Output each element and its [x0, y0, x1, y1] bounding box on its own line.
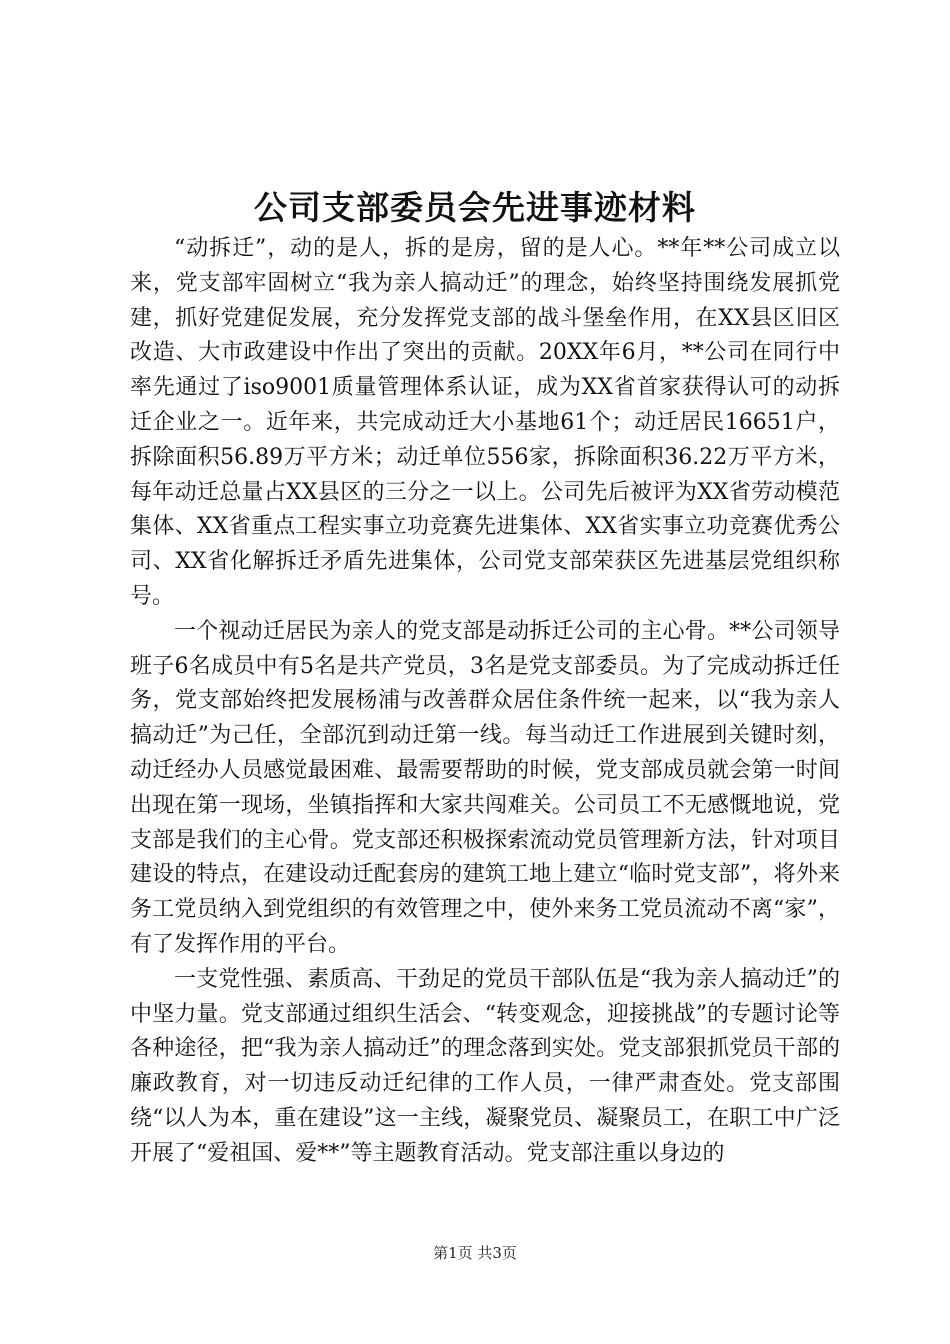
- document-title: 公司支部委员会先进事迹材料: [254, 188, 696, 227]
- paragraph-2: 一个视动迁居民为亲人的党支部是动拆迁公司的主心骨。**公司领导班子6名成员中有5名是共产党员，3名是党支部委员。为了完成动拆迁任务，党支部始终把发展杨浦与改善群众居住条件统一起来，以“我为亲人搞动迁”为己任，全部沉到动迁第一线。每当动迁工作进展到关键时刻，动迁经办人员感觉最困难、最需要帮助的时候，党支部成员就会第一时间出现在第一现场，坐镇指挥和大家共闯难关。公司员工不无感慨地说，党支部是我们的主心骨。党支部还积极探索流动党员管理新方法，针对项目建设的特点，在建设动迁配套房的建筑工地上建立“临时党支部”，将外来务工党员纳入到党组织的有效管理之中，使外来务工党员流动不离“家”，有了发挥作用的平台。: [130, 618, 840, 957]
- document-body: [130, 232, 840, 1172]
- page-number-footer: 第1页 共3页: [433, 1244, 517, 1262]
- paragraph-3: 一支党性强、素质高、干劲足的党员干部队伍是“我为亲人搞动迁”的中坚力量。党支部通过组织生活会、“转变观念，迎接挑战”的专题讨论等各种途径，把“我为亲人搞动迁”的理念落到实处。党支部狠抓党员干部的廉政教育，对一切违反动迁纪律的工作人员，一律严肃查处。党支部围绕“以人为本，重在建设”这一主线，凝聚党员、凝聚员工，在职工中广泛开展了“爱祖国、爱**”等主题教育活动。党支部注重以身边的: [130, 966, 840, 1166]
- paragraph-1: “动拆迁”，动的是人，拆的是房，留的是人心。**年**公司成立以来，党支部牢固树立“我为亲人搞动迁”的理念，始终坚持围绕发展抓党建，抓好党建促发展，充分发挥党支部的战斗堡垒作用，在XX县区旧区改造、大市政建设中作出了突出的贡献。20XX年6月，**公司在同行中率先通过了iso9001质量管理体系认证，成为XX省首家获得认可的动拆迁企业之一。近年来，共完成动迁大小基地61个；动迁居民16651户，拆除面积56.89万平方米；动迁单位556家，拆除面积36.22万平方米，每年动迁总量占XX县区的三分之一以上。公司先后被评为XX省劳动模范集体、XX省重点工程实事立功竞赛先进集体、XX省实事立功竞赛优秀公司、XX省化解拆迁矛盾先进集体，公司党支部荣获区先进基层党组织称号。: [130, 236, 840, 609]
